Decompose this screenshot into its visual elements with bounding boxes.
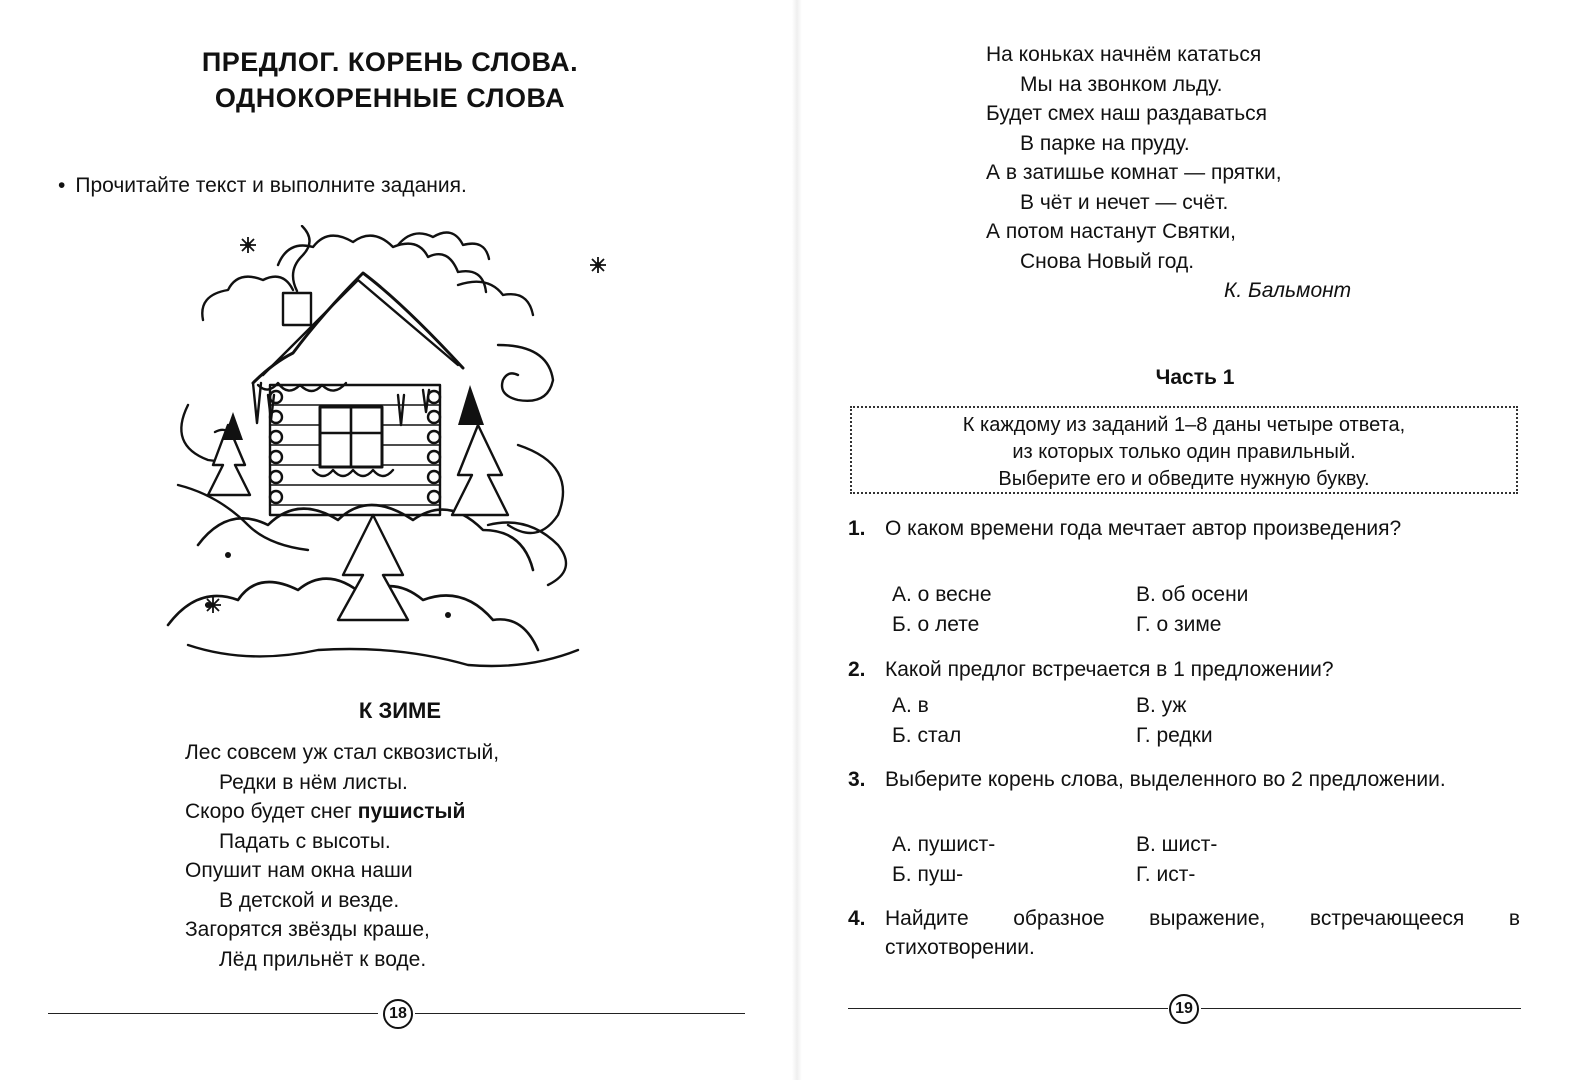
page-number: 19 [1169, 994, 1199, 1024]
poem-line: В детской и везде. [219, 888, 400, 912]
answer-option[interactable]: Г. редки [1136, 724, 1213, 747]
question-text: Выберите корень слова, выделенного во 2 предложении. [885, 768, 1446, 791]
highlighted-word: пушистый [357, 800, 466, 823]
poem-title: К ЗИМЕ [358, 698, 442, 723]
question-4 [848, 904, 1520, 962]
poem-line: Лёд прильнёт к воде. [219, 947, 427, 971]
poem-right [986, 40, 1282, 276]
footer-rule [1201, 1008, 1521, 1009]
page-number: 18 [383, 999, 413, 1029]
question-2 [848, 655, 1520, 684]
poem-author: К. Бальмонт [1224, 279, 1352, 302]
answer-option[interactable]: А. о весне [892, 583, 992, 606]
notice-line: Выберите его и обведите нужную букву. [998, 468, 1370, 490]
answer-option[interactable]: Б. о лете [892, 613, 980, 636]
answer-option[interactable]: В. шист- [1136, 833, 1218, 856]
question-number: 3. [848, 768, 866, 791]
answer-option[interactable]: Б. стал [892, 724, 962, 747]
notice-line: К каждому из заданий 1–8 даны четыре ответа, [962, 414, 1406, 436]
poem-left [185, 738, 499, 974]
answer-option[interactable]: А. в [892, 694, 929, 717]
poem-line: Будет смех наш раздаваться [986, 102, 1268, 125]
instruction-text: Прочитайте текст и выполните задания. [75, 174, 467, 197]
question-3 [848, 765, 1520, 794]
poem-line: Редки в нём листы. [219, 770, 408, 794]
question-number: 2. [848, 658, 866, 681]
poem-line: На коньках начнём кататься [986, 43, 1262, 66]
answer-option[interactable]: Г. ист- [1136, 863, 1196, 886]
poem-line: Снова Новый год. [1020, 249, 1195, 273]
poem-line-part: Скоро будет снег [185, 800, 358, 823]
question-number: 1. [848, 517, 866, 540]
winter-house-illustration [158, 225, 618, 675]
poem-line: А потом настанут Святки, [986, 220, 1236, 243]
poem-line: Загорятся звёзды краше, [185, 918, 430, 941]
answer-option[interactable]: В. об осени [1136, 583, 1249, 606]
footer-rule [415, 1013, 745, 1014]
poem-line: Мы на звонком льду. [1020, 72, 1223, 96]
bullet-icon: • [58, 174, 66, 197]
poem-line: Падать с высоты. [219, 829, 391, 853]
answer-option[interactable]: В. уж [1136, 694, 1187, 717]
right-page [800, 0, 1595, 1080]
poem-line: А в затишье комнат — прятки, [986, 161, 1282, 184]
page-title [120, 44, 660, 116]
instruction-box [850, 406, 1518, 494]
title-line-1: ПРЕДЛОГ. КОРЕНЬ СЛОВА. [201, 47, 579, 77]
notice-line: из которых только один правильный. [1012, 441, 1356, 463]
answer-option[interactable]: Г. о зиме [1136, 613, 1222, 636]
question-1 [848, 514, 1520, 543]
poem-line: Лес совсем уж стал сквозистый, [185, 741, 500, 764]
answer-option[interactable]: Б. пуш- [892, 863, 964, 886]
answer-option[interactable]: А. пушист- [892, 833, 996, 856]
question-text: Найдите образное выражение, встречающееся в стихотворении. [885, 907, 1520, 959]
question-text: О каком времени года мечтает автор произведения? [885, 517, 1402, 540]
footer-rule [848, 1008, 1168, 1009]
poem-line: В чёт и нечет — счёт. [1020, 190, 1229, 214]
poem-line [185, 797, 499, 827]
left-page [0, 0, 790, 1080]
poem-line: Опушит нам окна наши [185, 859, 413, 882]
footer-rule [48, 1013, 378, 1014]
question-number: 4. [848, 907, 866, 930]
part-title: Часть 1 [1155, 366, 1235, 389]
poem-line: В парке на пруду. [1020, 131, 1190, 155]
question-text: Какой предлог встречается в 1 предложении? [885, 658, 1334, 681]
instruction [58, 174, 467, 198]
title-line-2: ОДНОКОРЕННЫЕ СЛОВА [214, 83, 566, 113]
